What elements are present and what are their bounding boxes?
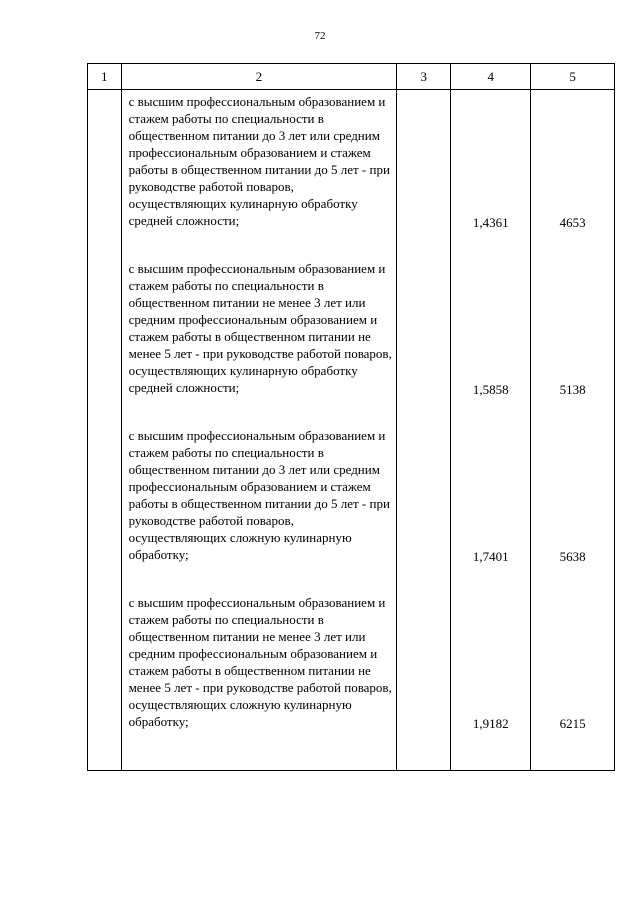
salary-value: 5138 — [559, 382, 586, 397]
salary-value: 5638 — [559, 549, 586, 564]
column-3-cell — [397, 90, 451, 771]
salary-value: 6215 — [559, 716, 586, 731]
table-entry — [122, 591, 397, 769]
column-1-cell — [88, 90, 122, 771]
column-header-3: 3 — [397, 64, 451, 90]
entry-description: с высшим профессиональным образованием и стажем работы по специальности в общественном питании не менее 3 лет или средним профессиональным образованием и стажем работы в общественном питании не менее 5 лет - при руководстве работой поваров, осуществляющих сложную кулинарную обработку; — [128, 595, 392, 729]
column-header-2: 2 — [121, 64, 397, 90]
column-header-4: 4 — [451, 64, 531, 90]
salary-table — [87, 63, 615, 771]
coefficient-value: 1,4361 — [472, 215, 509, 230]
coefficient-cell — [451, 90, 531, 771]
coefficient-value: 1,9182 — [472, 716, 509, 731]
table-row — [88, 90, 615, 771]
salary-value: 4653 — [559, 215, 586, 230]
entry-description: с высшим профессиональным образованием и стажем работы по специальности в общественном питании до 3 лет или средним профессиональным образованием и стажем работы в общественном питании до 5 лет - при руководстве работой поваров, осуществляющих сложную кулинарную обработку; — [128, 428, 390, 562]
table-entry — [122, 257, 397, 424]
coefficient-value: 1,7401 — [472, 549, 509, 564]
entry-description: с высшим профессиональным образованием и стажем работы по специальности в общественном питании до 3 лет или средним профессиональным образованием и стажем работы в общественном питании до 5 лет - при руководстве работой поваров, осуществляющих кулинарную обработку средней сложности; — [128, 94, 390, 228]
table-entry — [122, 424, 397, 591]
salary-cell — [531, 90, 615, 771]
page-number: 72 — [314, 30, 326, 42]
description-cell — [121, 90, 397, 771]
column-header-5: 5 — [531, 64, 615, 90]
entry-description: с высшим профессиональным образованием и стажем работы по специальности в общественном питании не менее 3 лет или средним профессиональным образованием и стажем работы в общественном питании не менее 5 лет - при руководстве работой поваров, осуществляющих кулинарную обработку средней сложности; — [128, 261, 392, 395]
table-entry — [122, 90, 397, 257]
table-header-row — [88, 64, 615, 90]
column-header-1: 1 — [88, 64, 122, 90]
coefficient-value: 1,5858 — [472, 382, 509, 397]
